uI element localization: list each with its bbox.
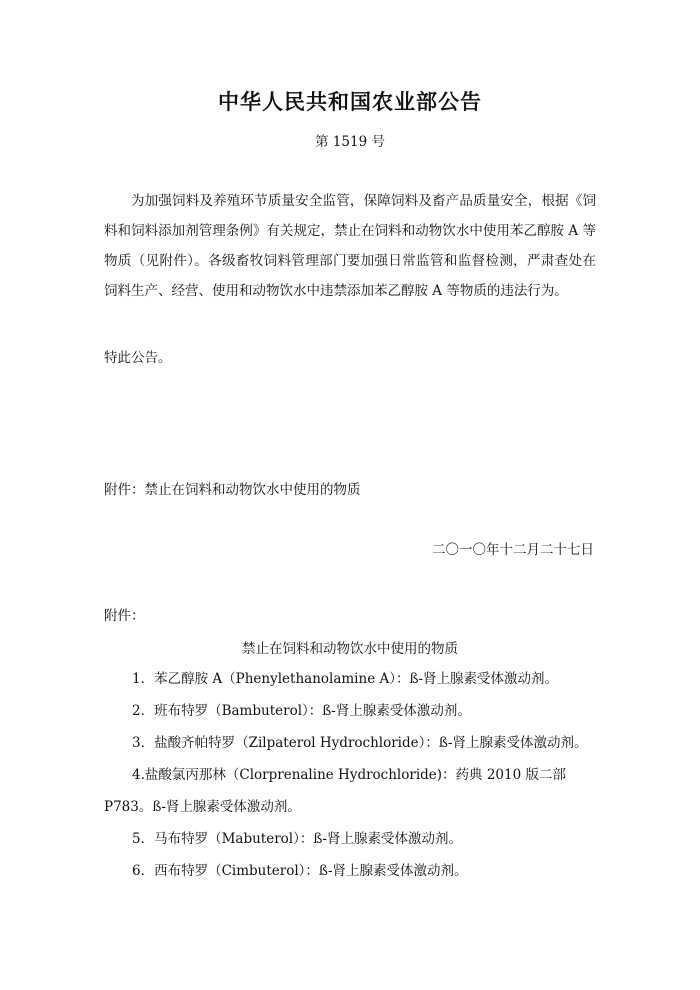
list-item: 6．西布特罗（Cimbuterol）：ß-肾上腺素受体激动剂。 bbox=[132, 863, 468, 879]
list-item: 4.盐酸氯丙那林（Clorprenaline Hydrochloride)：药典 2010 版二部 P783。ß-肾上腺素受体激动剂。 bbox=[104, 767, 566, 815]
list-item: 2．班布特罗（Bambuterol）：ß-肾上腺素受体激动剂。 bbox=[132, 703, 471, 719]
list-item: 3．盐酸齐帕特罗（Zilpaterol Hydrochloride）：ß-肾上腺素受体激动剂。 bbox=[132, 735, 588, 751]
substance-list bbox=[104, 663, 600, 887]
issue-date: 二〇一〇年十二月二十七日 bbox=[432, 542, 594, 558]
attachment-reference: 附件：禁止在饲料和动物饮水中使用的物质 bbox=[104, 482, 361, 498]
attachment-heading: 附件： bbox=[104, 608, 145, 624]
notice-body bbox=[104, 186, 596, 306]
page-title: 中华人民共和国农业部公告 bbox=[218, 90, 482, 114]
list-item: 1．苯乙醇胺 A（Phenylethanolamine A）：ß-肾上腺素受体激动剂。 bbox=[132, 671, 559, 687]
notice-paragraph: 为加强饲料及养殖环节质量安全监管，保障饲料及畜产品质量安全，根据《饲料和饲料添加剂管理条例》有关规定，禁止在饲料和动物饮水中使用苯乙醇胺 A 等物质（见附件）。各级畜牧饲料管理部门要加强日常监管和监督检测，严肃查处在饲料生产、经营、使用和动物饮水中违禁添加苯乙醇胺 A 等物质的违法行为。 bbox=[104, 193, 596, 299]
document-number: 第 1519 号 bbox=[315, 134, 385, 150]
attachment-title: 禁止在饲料和动物饮水中使用的物质 bbox=[242, 641, 458, 657]
list-item: 5．马布特罗（Mabuterol）：ß-肾上腺素受体激动剂。 bbox=[132, 831, 462, 847]
notice-closing: 特此公告。 bbox=[104, 350, 172, 366]
